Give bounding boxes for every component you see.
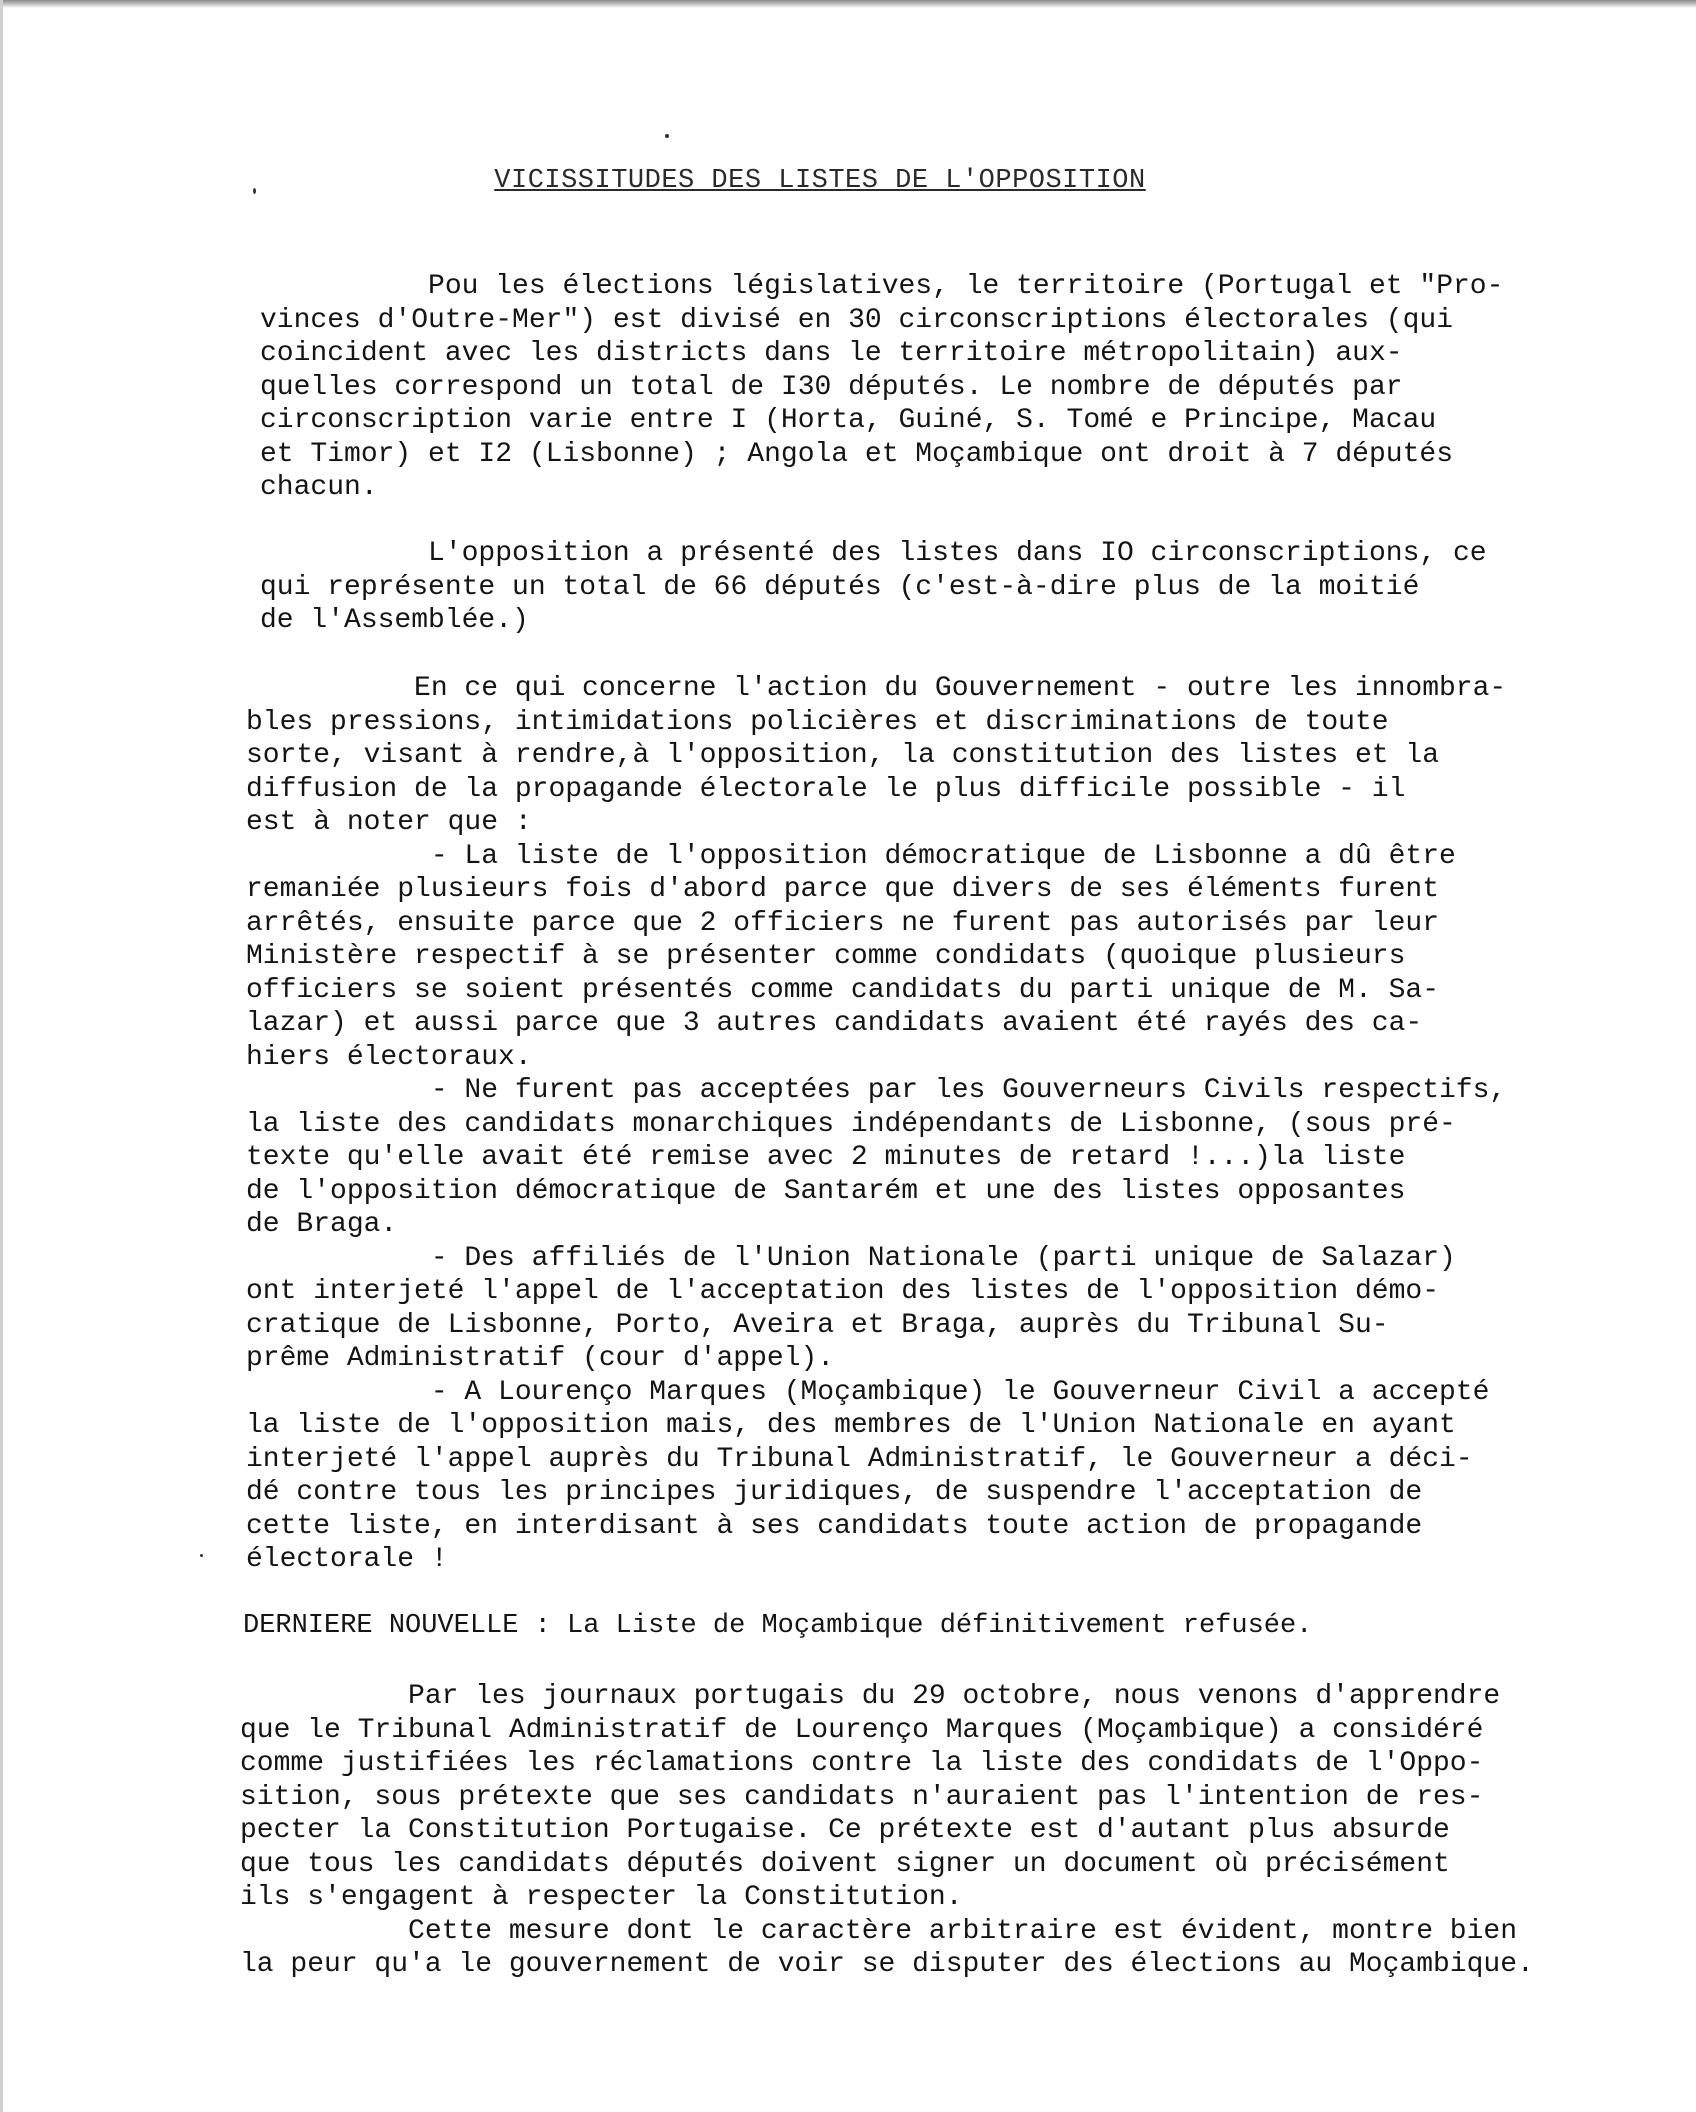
latest-news-heading: DERNIERE NOUVELLE : La Liste de Moçambique définitivement refusée. [243,1611,1313,1641]
scan-speck [253,188,256,194]
paragraph-mozambique-ruling: Par les journaux portugais du 29 octobre, nous venons d'apprendre que le Tribunal Administratif de Lourenço Marques (Moçambique) a considéré comme justifiées les réclamations contre la liste des condidats de l'Oppo- sition, sous prétexte que ses candidats n'auraient pas l'intention de res- pecter la Constitution Portugaise. Ce prétexte est d'autant plus absurde que tous les candidats députés doivent signer un document où précisément ils s'engagent à respecter la Constitution. Cette mesure dont le caractère arbitraire est évident, montre bien la peur qu'a le gouvernement de voir se disputer des élections au Moçambique. [240,1681,1534,1980]
scan-speck [665,134,669,138]
document-title: VICISSITUDES DES LISTES DE L'OPPOSITION [494,166,1146,196]
paragraph-electoral-districts: Pou les élections législatives, le territoire (Portugal et "Pro- vinces d'Outre-Mer") est divisé en 30 circonscriptions électorales (qui coincident avec les districts dans le territoire métropolitain) aux- quelles correspond un total de I30 députés. Le nombre de députés par circonscription varie entre I (Horta, Guiné, S. Tomé e Principe, Macau et Timor) et I2 (Lisbonne) ; Angola et Moçambique ont droit à 7 députés chacun. [260,271,1504,503]
paragraph-opposition-lists: L'opposition a présenté des listes dans IO circonscriptions, ce qui représente un total de 66 députés (c'est-à-dire plus de la moitié de l'Assemblée.) [260,538,1487,636]
paragraph-government-action: En ce qui concerne l'action du Gouvernement - outre les innombra- bles pressions, intimidations policières et discriminations de toute sorte, visant à rendre,à l'opposition, la constitution des listes et la diffusion de la propagande électorale le plus difficile possible - il est à noter que : - La liste de l'opposition démocratique de Lisbonne a dû être remaniée plusieurs fois d'abord parce que divers de ses éléments furent arrêtés, ensuite parce que 2 officiers ne furent pas autorisés par leur Ministère respectif à se présenter comme condidats (quoique plusieurs officiers se soient présentés comme candidats du parti unique de M. Sa- lazar) et aussi parce que 3 autres candidats avaient été rayés des ca- hiers électoraux. - Ne furent pas acceptées par les Gouverneurs Civils respectifs, la liste des candidats monarchiques indépendants de Lisbonne, (sous pré- texte qu'elle avait été remise avec 2 minutes de retard !...)la liste de l'opposition démocratique de Santarém et une des listes opposantes de Braga. - Des affiliés de l'Union Nationale (parti unique de Salazar) ont interjeté l'appel de l'acceptation des listes de l'opposition démo- cratique de Lisbonne, Porto, Aveira et Braga, auprès du Tribunal Su- prême Administratif (cour d'appel). - A Lourenço Marques (Moçambique) le Gouverneur Civil a accepté la liste de l'opposition mais, des membres de l'Union Nationale en ayant interjeté l'appel auprès du Tribunal Administratif, le Gouverneur a déci- dé contre tous les principes juridiques, de suspendre l'acceptation de cette liste, en interdisant à ses candidats toute action de propagande électorale ! [246,673,1507,1575]
scan-speck [200,1554,203,1557]
